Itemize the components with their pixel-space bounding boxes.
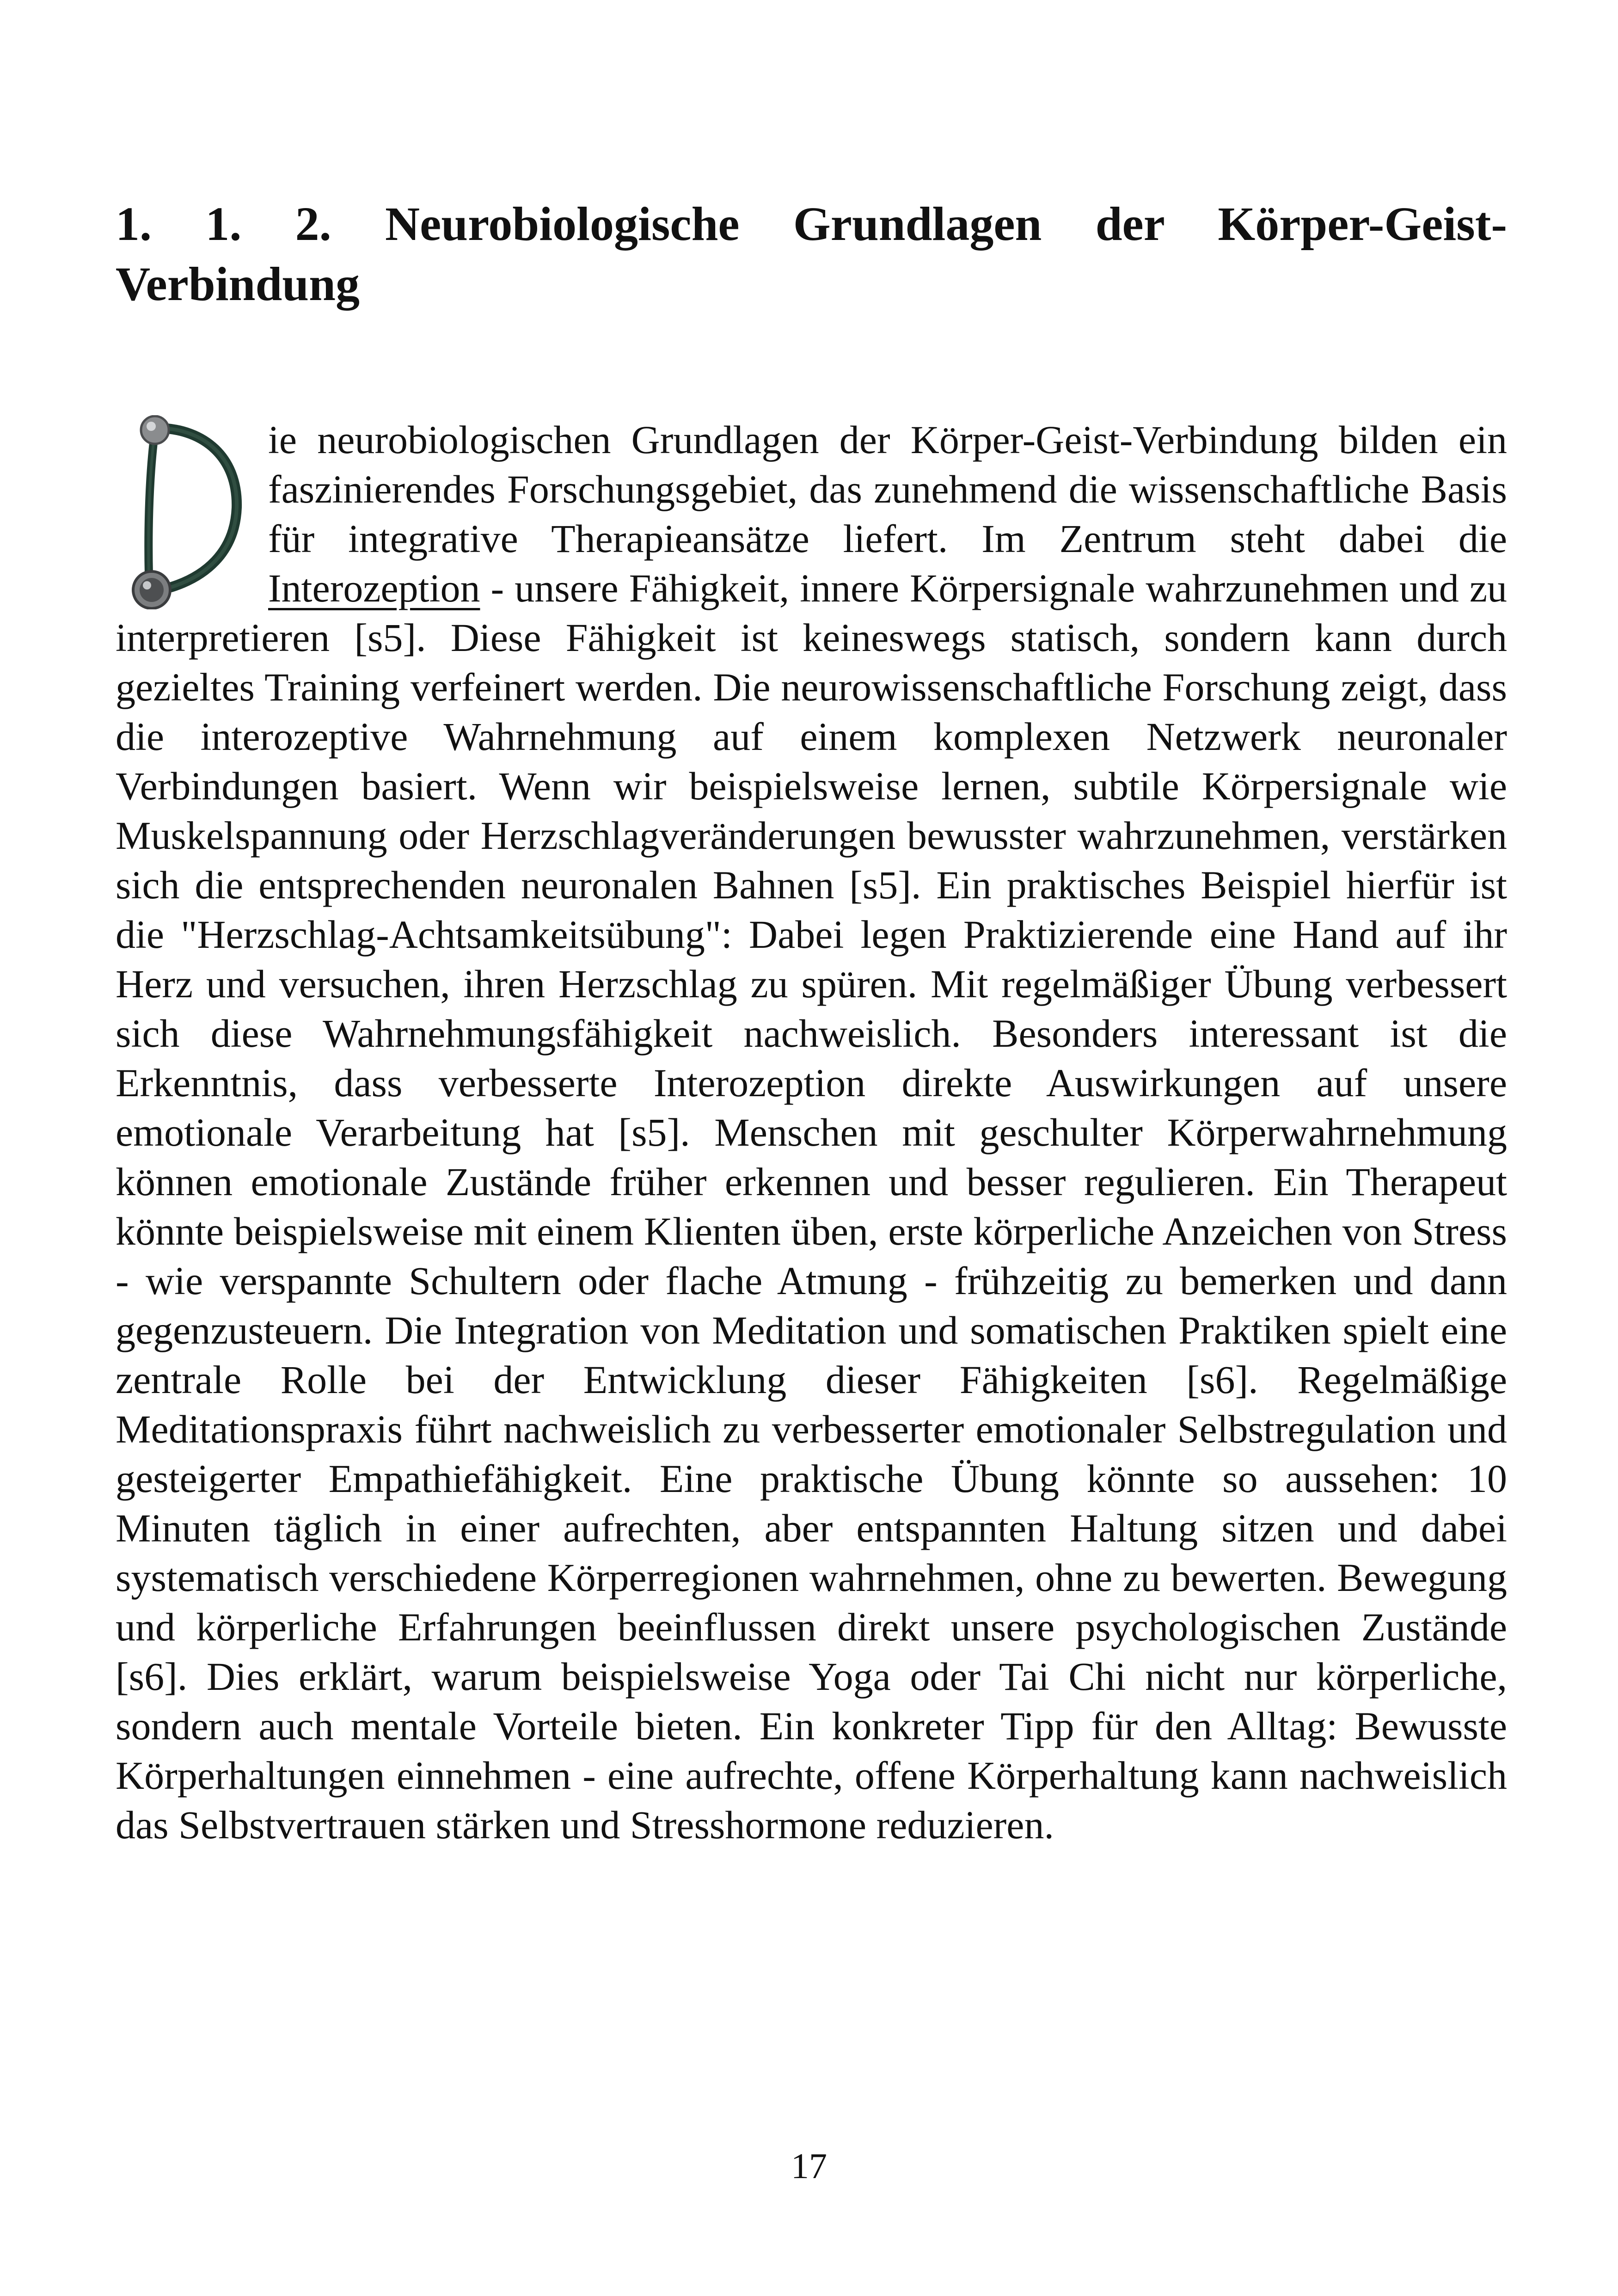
page-number: 17 — [791, 2146, 827, 2186]
stethoscope-icon — [116, 415, 254, 609]
section-heading — [116, 194, 1507, 314]
paragraph-text-rest: - unsere Fähigkeit, innere Körpersignale wahrzunehmen und zu interpretieren [s5]. Diese Fähigkeit ist keineswegs statisch, sondern kann durch gezieltes Training verfeinert werden. Die neurowissenschaftliche Forschung zeigt, dass die interozeptive Wahrnehmung auf einem komplexen Netzwerk neuronaler Verbindungen basiert. Wenn wir beispielsweise lernen, subtile Körpersignale wie Muskelspannung oder Herzschlagveränderungen bewusster wahrzunehmen, verstärken sich die entsprechenden neuronalen Bahnen [s5]. Ein praktisches Beispiel hierfür ist die "Herzschlag-Achtsamkeitsübung": Dabei legen Praktizierende eine Hand auf ihr Herz und versuchen, ihren Herzschlag zu spüren. Mit regelmäßiger Übung verbessert sich diese Wahrnehmungsfähigkeit nachweislich. Besonders interessant ist die Erkenntnis, dass verbesserte Interozeption direkte Auswirkungen auf unsere emotionale Verarbeitung hat [s5]. Menschen mit geschulter Körperwahrnehmung können emotionale Zustände früher erkennen und besser regulieren. Ein Therapeut könnte beispielsweise mit einem Klienten üben, erste körperliche Anzeichen von Stress - wie verspannte Schultern oder flache Atmung - frühzeitig zu bemerken und dann gegenzusteuern. Die Integration von Meditation und somatischen Praktiken spielt eine zentrale Rolle bei der Entwicklung dieser Fähigkeiten [s6]. Regelmäßige Meditationspraxis führt nachweislich zu verbesserter emotionaler Selbstregulation und gesteigerter Empathiefähigkeit. Eine praktische Übung könnte so aussehen: 10 Minuten täglich in einer aufrechten, aber entspannten Haltung sitzen und dabei systematisch verschiedene Körperregionen wahrnehmen, ohne zu bewerten. Bewegung und körperliche Erfahrungen beeinflussen direkt unsere psychologischen Zustände [s6]. Dies erklärt, warum beispielsweise Yoga oder Tai Chi nicht nur körperliche, sondern auch mentale Vorteile bieten. Ein konkreter Tipp für den Alltag: Bewusste Körperhaltungen einnehmen - eine aufrechte, offene Körperhaltung kann nachweislich das Selbstvertrauen stärken und Stresshormone reduzieren. — [116, 566, 1507, 1847]
term-interozeption: Interozeption — [268, 566, 480, 610]
section-title-line-2: Verbindung — [116, 258, 360, 311]
body-paragraph — [116, 415, 1507, 1850]
section-heading-line-1 — [116, 194, 1507, 254]
section-title-line-1: Neurobiologische Grundlagen der Körper-Geist- — [385, 197, 1508, 251]
drop-cap — [116, 415, 254, 609]
section-number: 1. 1. 2. — [116, 197, 331, 251]
paragraph-text-start: ie neurobiologischen Grundlagen der Körper-Geist-Verbindung bilden ein faszinierendes Forschungsgebiet, das zunehmend die wissenschaftliche Basis für integrative Therapieansätze liefert. Im Zentrum steht dabei die — [268, 417, 1507, 561]
